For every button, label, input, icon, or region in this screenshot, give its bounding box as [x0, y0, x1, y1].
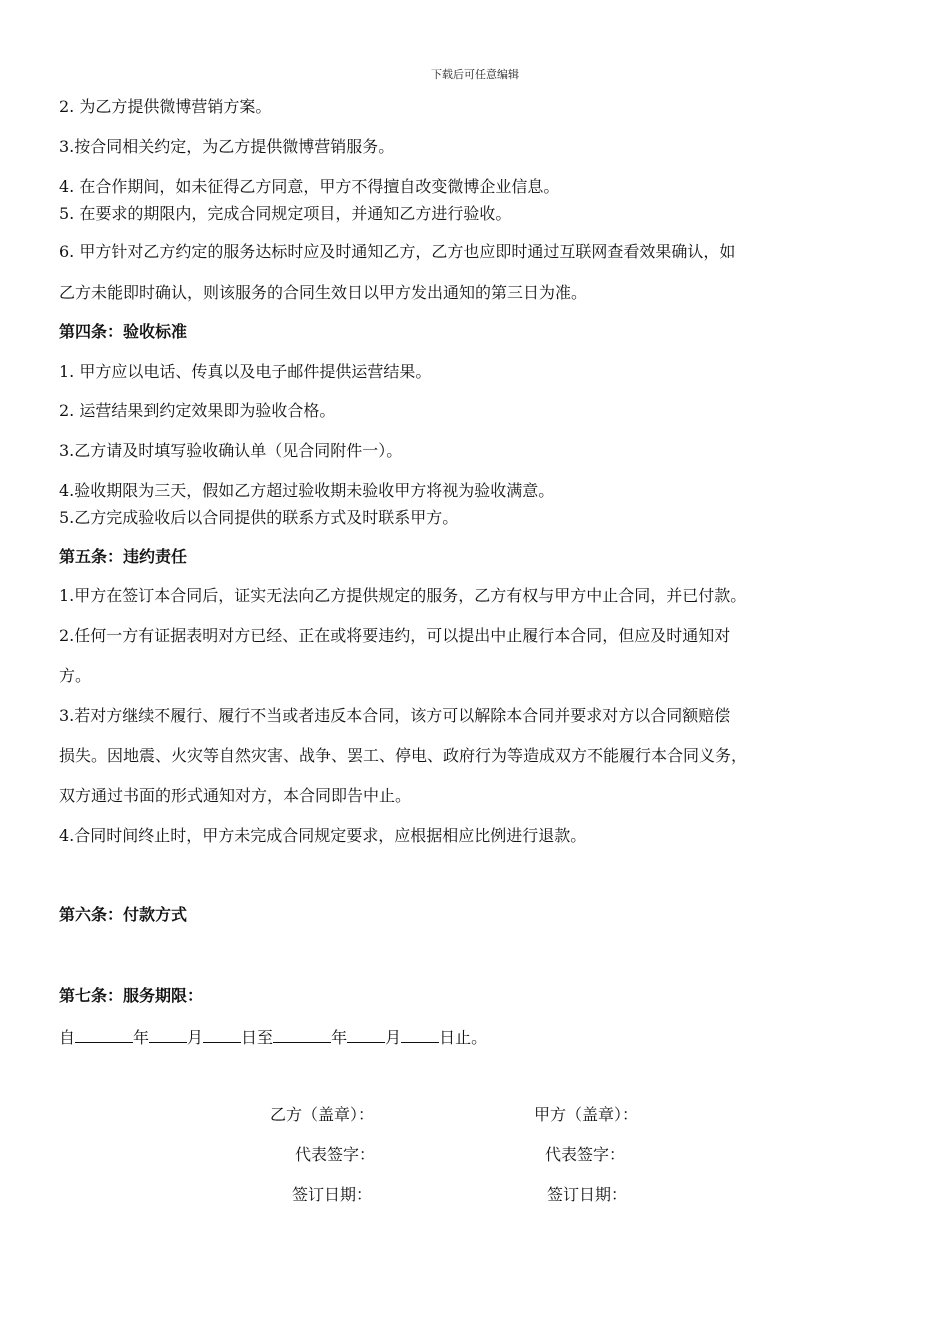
party-b-seal-label: 乙方（盖章）：: [270, 1105, 375, 1124]
start-day-blank[interactable]: [203, 1026, 241, 1043]
party-b-sign-date-label: 签订日期：: [292, 1185, 373, 1204]
clause-line: 2.任何一方有证据表明对方已经、正在或将要违约，可以提出中止履行本合同，但应及时通知对: [59, 626, 731, 645]
service-period-line: [59, 1026, 487, 1048]
clause-line: 损失。因地震、火灾等自然灾害、战争、罢工、停电、政府行为等造成双方不能履行本合同义务，: [59, 746, 748, 765]
clause-line: 乙方未能即时确认，则该服务的合同生效日以甲方发出通知的第三日为准。: [59, 283, 588, 302]
year-label: 年: [133, 1028, 150, 1047]
clause-line: 3.按合同相关约定，为乙方提供微博营销服务。: [59, 137, 395, 156]
section-heading: 第七条：服务期限：: [59, 986, 204, 1005]
end-year-blank[interactable]: [273, 1026, 331, 1043]
day-end-label: 日止。: [439, 1028, 488, 1047]
page-header: 下载后可任意编辑: [431, 68, 519, 81]
section-heading: 第五条：违约责任: [59, 547, 188, 566]
clause-line: 6. 甲方针对乙方约定的服务达标时应及时通知乙方，乙方也应即时通过互联网查看效果确认，如: [59, 242, 736, 261]
clause-line: 双方通过书面的形式通知对方，本合同即告中止。: [59, 786, 412, 805]
clause-line: 5. 在要求的期限内，完成合同规定项目，并通知乙方进行验收。: [59, 204, 512, 223]
day-to-label: 日至: [241, 1028, 274, 1047]
clause-line: 4.验收期限为三天，假如乙方超过验收期未验收甲方将视为验收满意。: [59, 481, 555, 500]
clause-line: 方。: [59, 666, 92, 685]
clause-line: 4. 在合作期间，如未征得乙方同意，甲方不得擅自改变微博企业信息。: [59, 177, 560, 196]
year-label: 年: [331, 1028, 348, 1047]
party-b-rep-sign-label: 代表签字：: [295, 1145, 376, 1164]
month-label: 月: [385, 1028, 402, 1047]
month-label: 月: [187, 1028, 204, 1047]
clause-line: 3.若对方继续不履行、履行不当或者违反本合同，该方可以解除本合同并要求对方以合同额赔偿: [59, 706, 731, 725]
end-day-blank[interactable]: [401, 1026, 439, 1043]
clause-line: 5.乙方完成验收后以合同提供的联系方式及时联系甲方。: [59, 508, 459, 527]
clause-line: 1. 甲方应以电话、传真以及电子邮件提供运营结果。: [59, 362, 432, 381]
period-start-prefix: 自: [59, 1028, 76, 1047]
section-heading: 第四条：验收标准: [59, 322, 188, 341]
clause-line: 3.乙方请及时填写验收确认单（见合同附件一）。: [59, 441, 403, 460]
party-a-rep-sign-label: 代表签字：: [545, 1145, 626, 1164]
clause-line: 4.合同时间终止时，甲方未完成合同规定要求，应根据相应比例进行退款。: [59, 826, 587, 845]
clause-line: 2. 运营结果到约定效果即为验收合格。: [59, 401, 336, 420]
end-month-blank[interactable]: [347, 1026, 385, 1043]
section-heading: 第六条：付款方式: [59, 905, 188, 924]
party-a-sign-date-label: 签订日期：: [547, 1185, 628, 1204]
party-a-seal-label: 甲方（盖章）：: [534, 1105, 639, 1124]
start-year-blank[interactable]: [75, 1026, 133, 1043]
start-month-blank[interactable]: [149, 1026, 187, 1043]
clause-line: 2. 为乙方提供微博营销方案。: [59, 97, 272, 116]
clause-line: 1.甲方在签订本合同后，证实无法向乙方提供规定的服务，乙方有权与甲方中止合同，并已付款。: [59, 586, 747, 605]
